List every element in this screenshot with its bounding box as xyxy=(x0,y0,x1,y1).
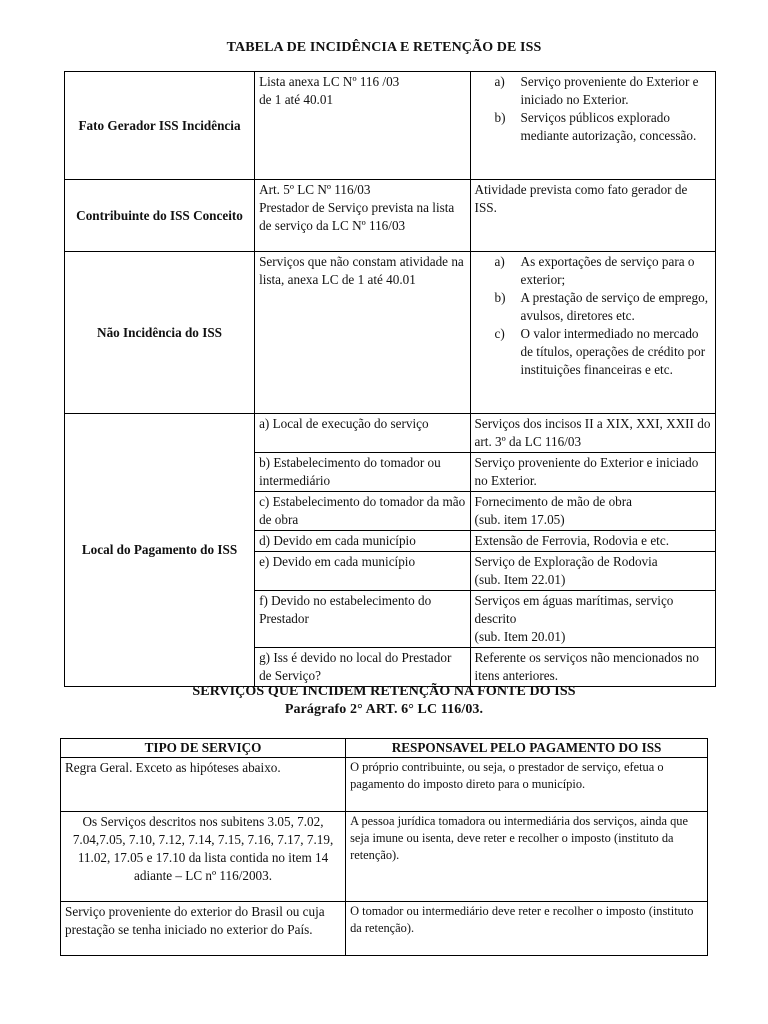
column-header: TIPO DE SERVIÇO xyxy=(61,739,346,758)
cell: Serviço proveniente do exterior do Brasil ou cuja prestação se tenha iniciado no exterior do País. xyxy=(61,902,346,956)
cell: O tomador ou intermediário deve reter e recolher o imposto (instituto da retenção). xyxy=(346,902,708,956)
cell xyxy=(470,72,715,180)
incidence-table xyxy=(64,71,716,687)
cell: f) Devido no estabelecimento do Prestador xyxy=(255,591,470,648)
row-label: Fato Gerador ISS Incidência xyxy=(65,72,255,180)
row-label: Local do Pagamento do ISS xyxy=(65,414,255,687)
section-subtitle: Parágrafo 2° ART. 6° LC 116/03. xyxy=(284,702,484,717)
list-item: a) As exportações de serviço para o exterior; xyxy=(494,254,695,287)
cell: c) Estabelecimento do tomador da mão de obra xyxy=(255,492,470,531)
list-item: b) A prestação de serviço de emprego, avulsos, diretores etc. xyxy=(494,290,709,323)
table-row xyxy=(61,758,708,812)
cell: Art. 5º LC Nº 116/03 Prestador de Serviço prevista na lista de serviço da LC Nº 116/03 xyxy=(255,180,470,252)
retention-table xyxy=(60,738,708,956)
table-row xyxy=(65,414,716,453)
table-header-row xyxy=(61,739,708,758)
cell: Fornecimento de mão de obra (sub. item 17.05) xyxy=(470,492,715,531)
cell: g) Iss é devido no local do Prestador de Serviço? xyxy=(255,648,470,687)
cell: a) Local de execução do serviço xyxy=(255,414,470,453)
document-title: TABELA DE INCIDÊNCIA E RETENÇÃO DE ISS xyxy=(226,40,542,55)
cell: Regra Geral. Exceto as hipóteses abaixo. xyxy=(61,758,346,812)
cell: Serviço de Exploração de Rodovia (sub. Item 22.01) xyxy=(470,552,715,591)
table-row xyxy=(61,812,708,902)
row-label: Não Incidência do ISS xyxy=(65,252,255,414)
section-title: SERVIÇOS QUE INCIDEM RETENÇÃO NA FONTE DO ISS xyxy=(192,684,576,699)
cell: Serviços em águas marítimas, serviço descrito (sub. Item 20.01) xyxy=(470,591,715,648)
list-item: c) O valor intermediado no mercado de títulos, operações de crédito por instituições financeiras e etc. xyxy=(494,326,706,377)
table-row xyxy=(65,72,716,180)
column-header: RESPONSAVEL PELO PAGAMENTO DO ISS xyxy=(346,739,708,758)
cell: Serviços dos incisos II a XIX, XXI, XXII do art. 3º da LC 116/03 xyxy=(470,414,715,453)
cell: Lista anexa LC Nº 116 /03 de 1 até 40.01 xyxy=(255,72,470,180)
cell: b) Estabelecimento do tomador ou intermediário xyxy=(255,453,470,492)
cell xyxy=(470,252,715,414)
row-label: Contribuinte do ISS Conceito xyxy=(65,180,255,252)
cell: Serviços que não constam atividade na lista, anexa LC de 1 até 40.01 xyxy=(255,252,470,414)
list-item: b) Serviços públicos explorado mediante autorização, concessão. xyxy=(494,110,697,143)
cell: d) Devido em cada município xyxy=(255,531,470,552)
table-row xyxy=(65,180,716,252)
table-row xyxy=(65,252,716,414)
cell: A pessoa jurídica tomadora ou intermediária dos serviços, ainda que seja imune ou isenta, deve reter e recolher o imposto (instituto da retenção). xyxy=(346,812,708,902)
cell: Referente os serviços não mencionados no itens anteriores. xyxy=(470,648,715,687)
list xyxy=(475,253,711,379)
cell: Os Serviços descritos nos subitens 3.05, 7.02, 7.04,7.05, 7.10, 7.12, 7.14, 7.15, 7.16, 7.17, 7.19, 11.02, 17.05 e 17.10 da lista contida no item 14 adiante – LC nº 116/2003. xyxy=(61,812,346,902)
cell: Atividade prevista como fato gerador de ISS. xyxy=(470,180,715,252)
list xyxy=(475,73,711,145)
cell: Extensão de Ferrovia, Rodovia e etc. xyxy=(470,531,715,552)
cell: O próprio contribuinte, ou seja, o prestador de serviço, efetua o pagamento do imposto direto para o município. xyxy=(346,758,708,812)
table-row xyxy=(61,902,708,956)
cell: e) Devido em cada município xyxy=(255,552,470,591)
list-item: a) Serviço proveniente do Exterior e iniciado no Exterior. xyxy=(494,74,699,107)
cell: Serviço proveniente do Exterior e iniciado no Exterior. xyxy=(470,453,715,492)
